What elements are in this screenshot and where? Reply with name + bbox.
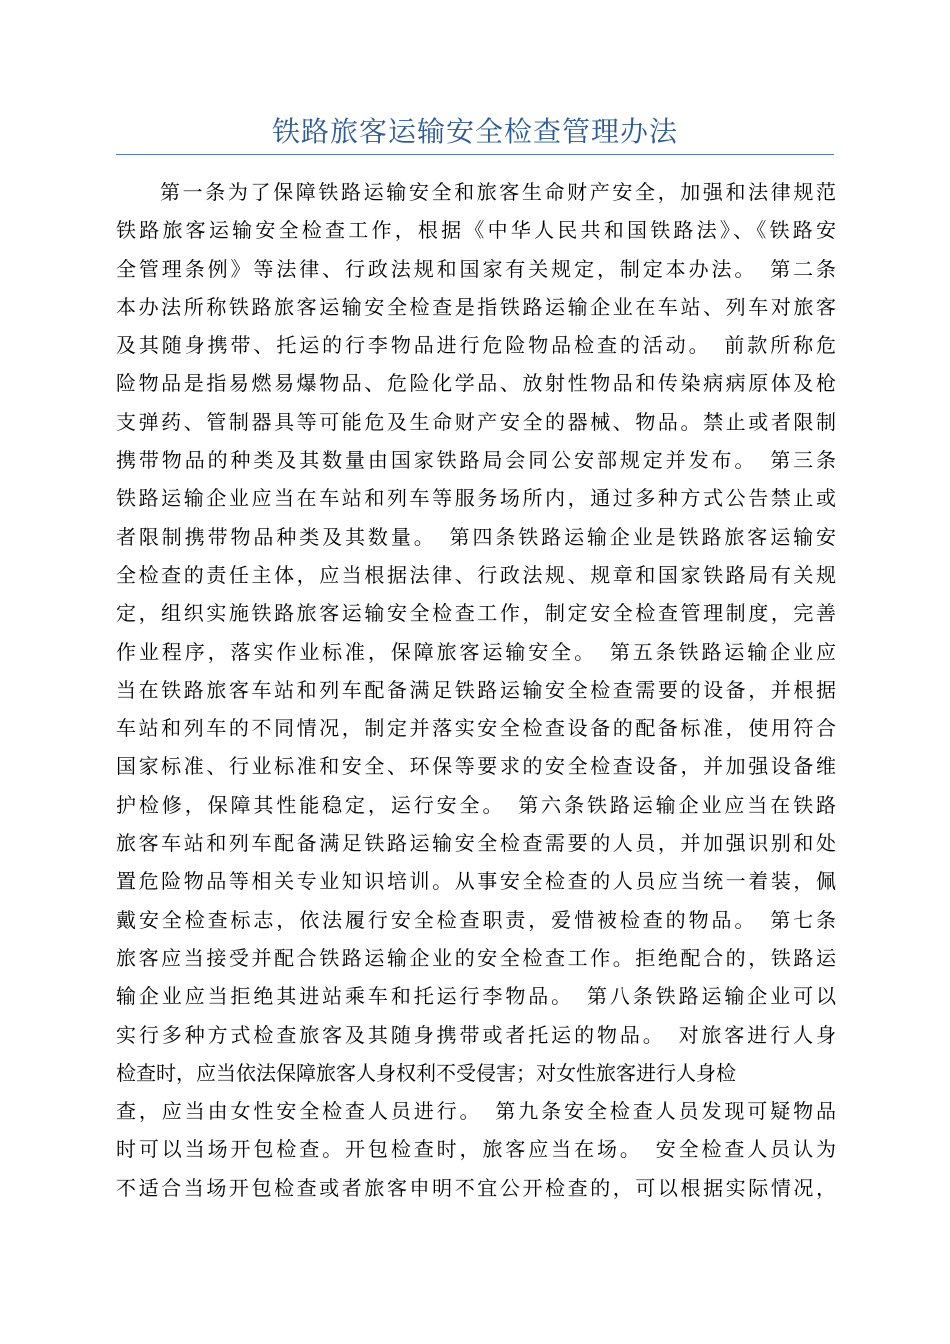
body-line: 全检查的责任主体，应当根据法律、行政法规、规章和国家铁路局有关规 <box>116 562 836 587</box>
body-line: 第一条为了保障铁路运输安全和旅客生命财产安全，加强和法律规范 <box>160 180 836 204</box>
body-line: 定，组织实施铁路旅客运输安全检查工作，制定安全检查管理制度，完善 <box>116 601 836 626</box>
document-title: 铁路旅客运输安全检查管理办法 <box>271 115 678 148</box>
body-line: 铁路运输企业应当在车站和列车等服务场所内，通过多种方式公告禁止或 <box>116 486 836 511</box>
body-line: 携带物品的种类及其数量由国家铁路局会同公安部规定并发布。 第三条 <box>116 448 836 473</box>
document-body <box>116 173 836 1207</box>
body-line: 置危险物品等相关专业知识培训。从事安全检查的人员应当统一着装，佩 <box>116 869 836 894</box>
body-line: 铁路旅客运输安全检查工作，根据《中华人民共和国铁路法》、《铁路安 <box>116 218 836 243</box>
body-line: 查，应当由女性安全检查人员进行。 第九条安全检查人员发现可疑物品 <box>116 1099 836 1124</box>
body-line: 险物品是指易燃易爆物品、危险化学品、放射性物品和传染病病原体及枪 <box>116 371 836 396</box>
body-line: 不适合当场开包检查或者旅客申明不宜公开检查的，可以根据实际情况， <box>116 1175 836 1200</box>
body-line: 及其随身携带、托运的行李物品进行危险物品检查的活动。 前款所称危 <box>116 333 836 358</box>
body-line: 时可以当场开包检查。开包检查时，旅客应当在场。 安全检查人员认为 <box>116 1137 836 1162</box>
body-line: 护检修，保障其性能稳定，运行安全。 第六条铁路运输企业应当在铁路 <box>116 792 836 817</box>
title-underline <box>116 154 834 155</box>
body-line: 当在铁路旅客车站和列车配备满足铁路运输安全检查需要的设备，并根据 <box>116 677 836 702</box>
body-line: 车站和列车的不同情况，制定并落实安全检查设备的配备标准，使用符合 <box>116 716 836 741</box>
body-line: 者限制携带物品种类及其数量。 第四条铁路运输企业是铁路旅客运输安 <box>116 524 836 549</box>
body-line: 旅客车站和列车配备满足铁路运输安全检查需要的人员，并加强识别和处 <box>116 831 836 856</box>
body-line: 输企业应当拒绝其进站乘车和托运行李物品。 第八条铁路运输企业可以 <box>116 984 836 1009</box>
body-line: 作业程序，落实作业标准，保障旅客运输安全。 第五条铁路运输企业应 <box>116 639 836 664</box>
body-line: 支弹药、管制器具等可能危及生命财产安全的器械、物品。禁止或者限制 <box>116 409 836 434</box>
body-line: 旅客应当接受并配合铁路运输企业的安全检查工作。拒绝配合的，铁路运 <box>116 945 836 970</box>
body-line: 全管理条例》等法律、行政法规和国家有关规定，制定本办法。 第二条 <box>116 256 836 281</box>
body-line: 检查时，应当依法保障旅客人身权利不受侵害；对女性旅客进行人身检 <box>116 1060 736 1085</box>
body-line: 戴安全检查标志，依法履行安全检查职责，爱惜被检查的物品。 第七条 <box>116 907 836 932</box>
body-line: 本办法所称铁路旅客运输安全检查是指铁路运输企业在车站、列车对旅客 <box>116 294 836 319</box>
body-line: 国家标准、行业标准和安全、环保等要求的安全检查设备，并加强设备维 <box>116 754 836 779</box>
body-line: 实行多种方式检查旅客及其随身携带或者托运的物品。 对旅客进行人身 <box>116 1022 836 1047</box>
